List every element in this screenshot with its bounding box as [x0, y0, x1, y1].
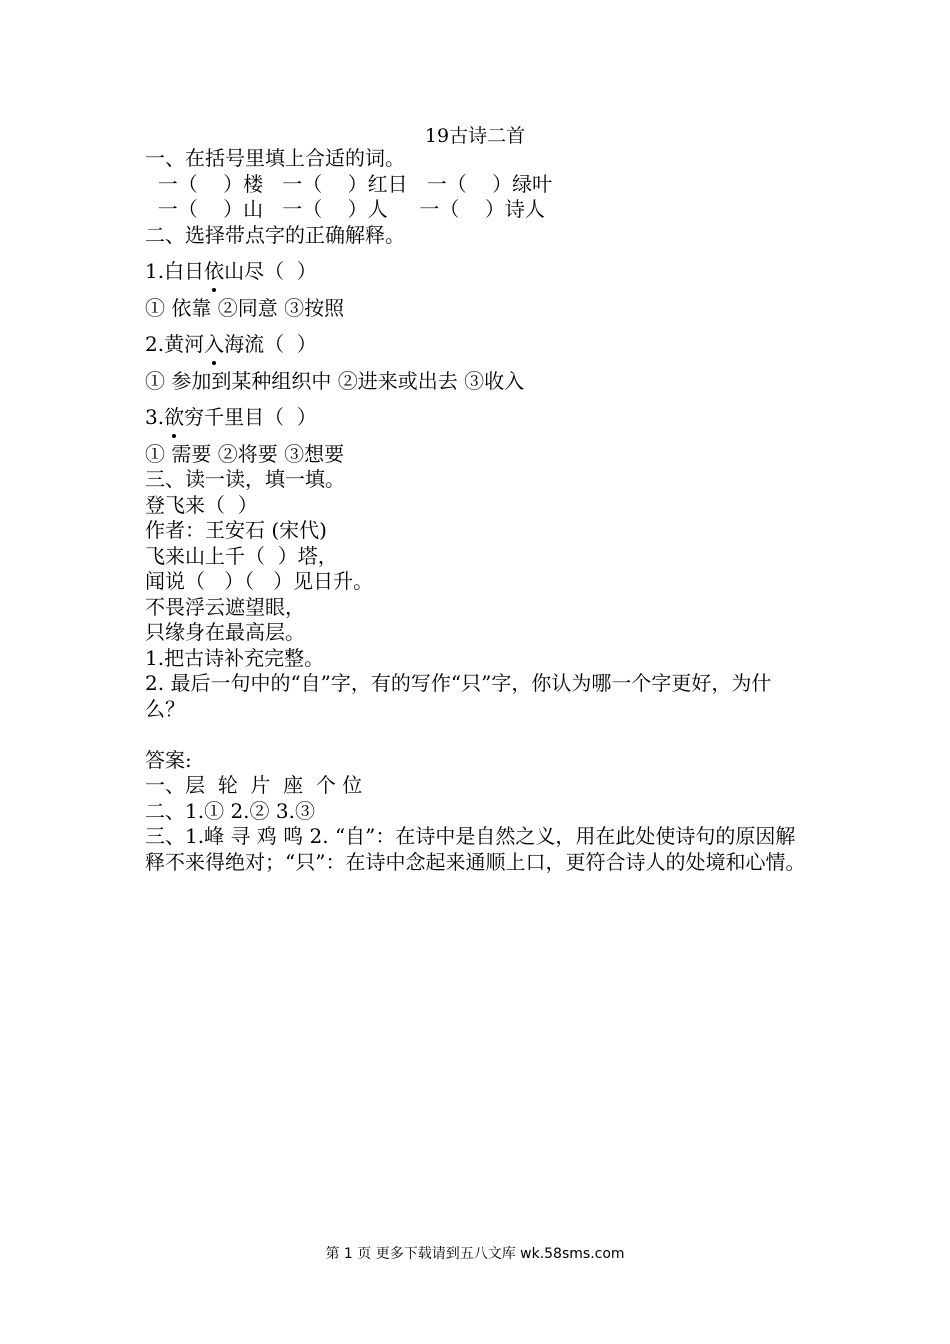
dotted-char: 入: [204, 332, 225, 356]
question-2-3-options: ① 需要 ②将要 ③想要: [145, 441, 345, 466]
question-2-2-suffix: 海流（ ）: [224, 332, 317, 356]
question-2-3-suffix: 穷千里目（ ）: [184, 405, 317, 429]
question-2-3-prefix: 3.: [145, 405, 165, 429]
poem-author: 作者：王安石 (宋代): [145, 518, 327, 542]
question-2-1-prefix: 1.白日: [145, 259, 205, 283]
question-2-3: [145, 405, 810, 431]
poem-line-1: 飞来山上千（ ）塔，: [145, 543, 338, 568]
dotted-char: 欲: [164, 405, 185, 429]
spacer: [145, 722, 810, 748]
question-2-1-suffix: 山尽（ ）: [224, 259, 317, 283]
question-2-2-options: ① 参加到某种组织中 ②进来或出去 ③收入: [145, 368, 525, 393]
page-title: 19古诗二首: [424, 125, 526, 147]
section3-question-2: 2. 最后一句中的“自”字，有的写作“只”字，你认为哪一个字更好，为什么？: [145, 671, 772, 721]
poem-line-3: 不畏浮云遮望眼，: [145, 594, 305, 619]
question-2-1: [145, 259, 810, 285]
poem-title: 登飞来（ ）: [145, 492, 258, 517]
section1-heading: 一、在括号里填上合适的词。: [145, 146, 405, 170]
question-2-2: [145, 332, 810, 358]
answer-2: 二、1.① 2.② 3.③: [145, 798, 315, 823]
document-body: [145, 146, 810, 875]
dotted-char: 依: [204, 259, 225, 283]
section1-row1: 一（ ）楼 一（ ）红日 一（ ）绿叶: [145, 171, 553, 196]
question-2-1-options: ① 依靠 ②同意 ③按照: [145, 295, 345, 320]
section3-question-1: 1.把古诗补充完整。: [145, 645, 325, 670]
answer-1: 一、层 轮 片 座 个 位: [145, 773, 363, 797]
section2-heading: 二、选择带点字的正确解释。: [145, 222, 405, 247]
section1-row2: 一（ ）山 一（ ）人 一（ ）诗人: [145, 197, 545, 221]
answers-heading: 答案:: [145, 747, 192, 772]
question-2-2-prefix: 2.黄河: [145, 332, 205, 356]
section3-heading: 三、读一读，填一填。: [145, 467, 345, 491]
poem-line-4: 只缘身在最高层。: [145, 620, 305, 644]
poem-line-2: 闻说（ ）（ ）见日升。: [145, 569, 374, 593]
answer-3: 三、1.峰 寻 鸡 鸣 2. “自”：在诗中是自然之义，用在此处使诗句的原因解释不来得绝对；“只”：在诗中念起来通顺上口，更符合诗人的处境和心情。: [145, 824, 806, 874]
page-footer: 第 1 页 更多下载请到五八文库 wk.58sms.com: [325, 1246, 625, 1262]
